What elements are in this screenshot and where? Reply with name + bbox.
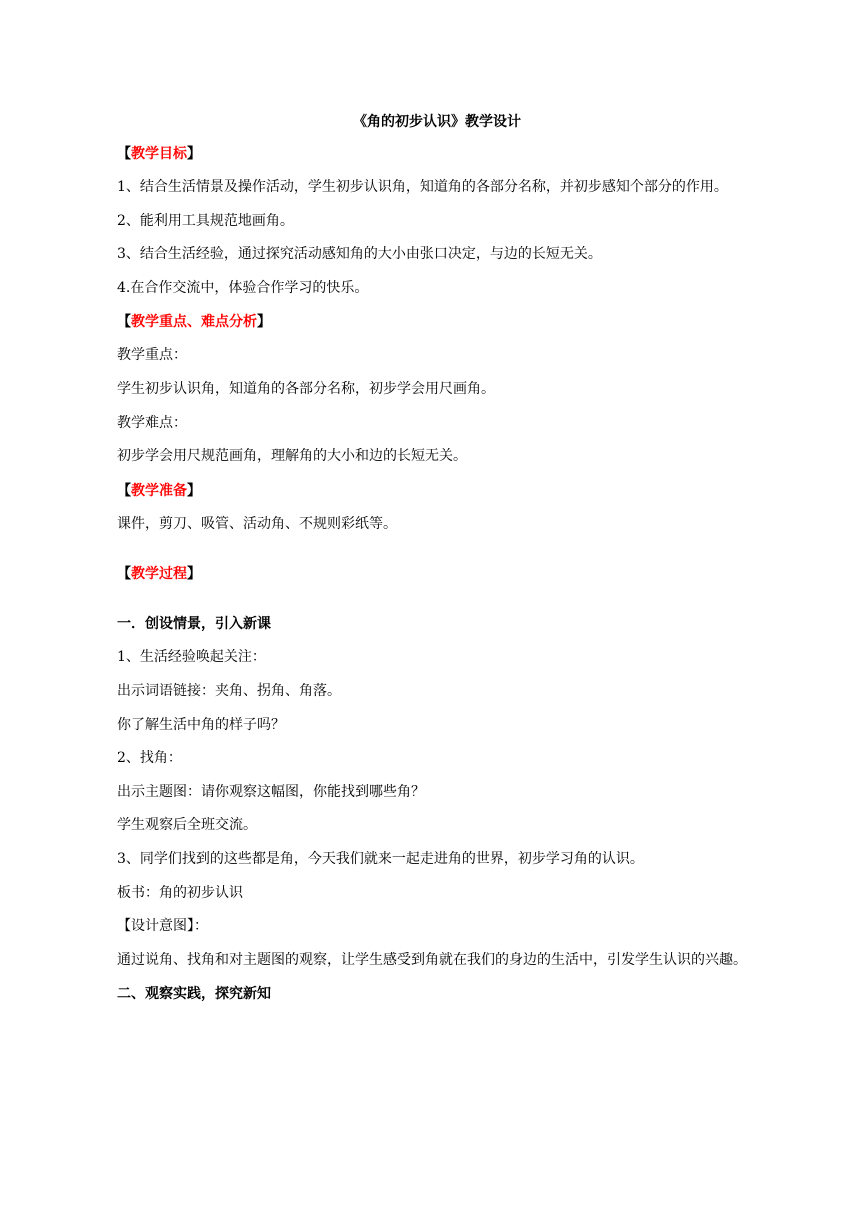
- bracket-close: 】: [187, 566, 201, 583]
- process-line-1: 1、生活经验唤起关注：: [117, 649, 266, 666]
- bracket-open: 【: [117, 566, 131, 583]
- process-part1-title: 一．创设情景，引入新课: [117, 616, 271, 633]
- difficulty-text: 初步学会用尺规范画角，理解角的大小和边的长短无关。: [117, 448, 467, 465]
- bracket-open: 【: [117, 146, 131, 162]
- process-line-7: 3、同学们找到的这些都是角，今天我们就来一起走进角的世界，初步学习角的认识。: [117, 850, 644, 867]
- spacer: [117, 591, 757, 607]
- process-line-8: 板书：角的初步认识: [117, 884, 243, 901]
- bracket-close: 】: [187, 482, 201, 499]
- section-heading-text: 教学过程: [131, 566, 187, 583]
- document-body: [117, 107, 757, 1011]
- goal-item-4: 4.在合作交流中，体验合作学习的快乐。: [117, 279, 369, 296]
- bracket-close: 】: [257, 314, 271, 331]
- difficulty-label: 教学难点：: [117, 414, 187, 431]
- key-label: 教学重点：: [117, 347, 187, 364]
- key-text: 学生初步认识角，知道角的各部分名称，初步学会用尺画角。: [117, 380, 495, 397]
- section-heading-process: [117, 557, 757, 591]
- section-heading-text: 教学目标: [131, 146, 187, 162]
- goal-item-3: 3、结合生活经验，通过探究活动感知角的大小由张口决定，与边的长短无关。: [117, 246, 602, 263]
- process-line-10: 通过说角、找角和对主题图的观察，让学生感受到角就在我们的身边的生活中，引发学生认识的兴趣。: [117, 951, 747, 968]
- goal-item-1: 1、结合生活情景及操作活动，学生初步认识角，知道角的各部分名称，并初步感知个部分的作用。: [117, 179, 728, 195]
- bracket-open: 【: [117, 314, 131, 331]
- process-line-5: 出示主题图：请你观察这幅图，你能找到哪些角？: [117, 783, 425, 800]
- section-heading-keypoints: [117, 305, 757, 339]
- section-heading-goals: [117, 137, 757, 171]
- document-title: 《角的初步认识》教学设计: [353, 114, 521, 130]
- section-heading-preparation: [117, 474, 757, 508]
- process-line-4: 2、找角：: [117, 750, 182, 767]
- process-line-9: 【设计意图】：: [117, 918, 208, 935]
- process-line-2: 出示词语链接：夹角、拐角、角落。: [117, 682, 341, 699]
- section-heading-text: 教学准备: [131, 482, 187, 499]
- section-heading-text: 教学重点、难点分析: [131, 314, 257, 331]
- bracket-open: 【: [117, 482, 131, 499]
- process-part2-title: 二、观察实践，探究新知: [117, 986, 271, 1003]
- bracket-close: 】: [187, 146, 201, 162]
- process-line-3: 你了解生活中角的样子吗？: [117, 716, 285, 733]
- goal-item-2: 2、能利用工具规范地画角。: [117, 212, 294, 229]
- process-line-6: 学生观察后全班交流。: [117, 817, 257, 834]
- preparation-text: 课件，剪刀、吸管、活动角、不规则彩纸等。: [117, 515, 397, 532]
- spacer: [117, 541, 757, 557]
